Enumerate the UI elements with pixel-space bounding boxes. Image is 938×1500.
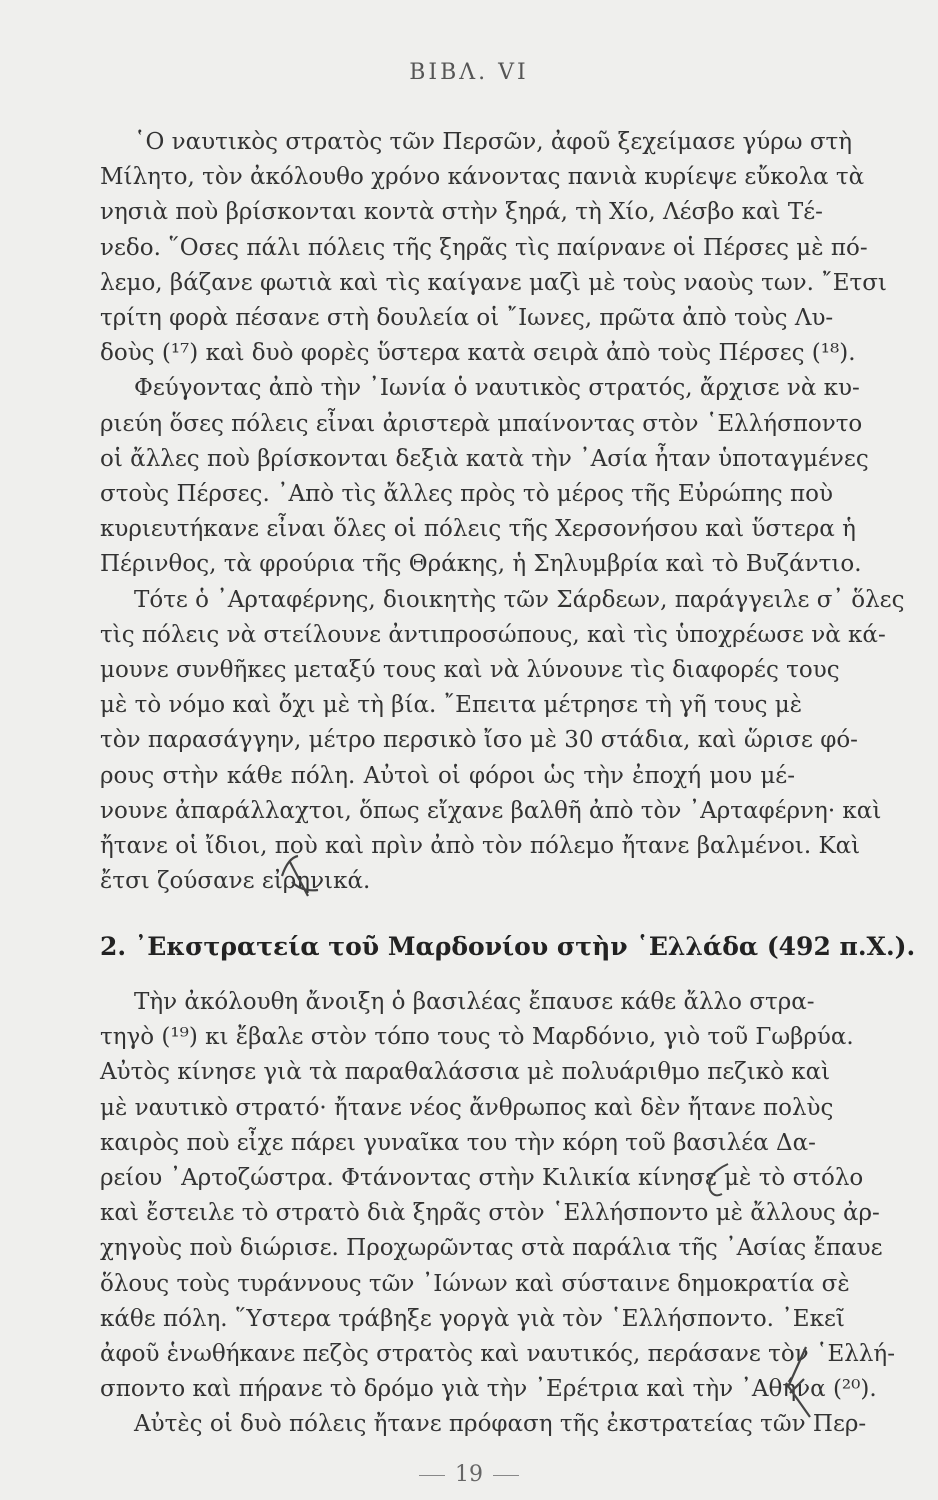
text-line: ὅλους τοὺς τυράννους τῶν ᾿Ιώνων καὶ σύσταινε δημοκρατία σὲ bbox=[100, 1270, 850, 1297]
text-line: νησιὰ ποὺ βρίσκονται κοντὰ στὴν ξηρά, τὴ Χίο, Λέσβο καὶ Τέ- bbox=[100, 199, 823, 226]
footer-dash-right bbox=[493, 1475, 519, 1476]
text-line: ἔτσι ζούσανε εἰρηνικά. bbox=[100, 868, 371, 895]
text-line: νουνε ἀπαράλλαχτοι, ὅπως εἴχανε βαλθῆ ἀπὸ τὸν ᾿Αρταφέρνη· καὶ bbox=[100, 797, 882, 824]
text-line: Πέρινθος, τὰ φρούρια τῆς Θράκης, ἡ Σηλυμβρία καὶ τὸ Βυζάντιο. bbox=[100, 551, 862, 578]
text-line: ρους στὴν κάθε πόλη. Αὐτοὶ οἱ φόροι ὡς τὴν ἐποχή μου μέ- bbox=[100, 762, 795, 789]
paragraph-2 bbox=[100, 371, 869, 582]
paragraph-4 bbox=[100, 985, 895, 1407]
handwritten-mark bbox=[278, 852, 324, 902]
text-line: καὶ ἔστειλε τὸ στρατὸ διὰ ξηρᾶς στὸν ῾Ελλήσποντο μὲ ἄλλους ἀρ- bbox=[100, 1200, 880, 1227]
text-line: τηγὸ (¹⁹) κι ἔβαλε στὸν τόπο τους τὸ Μαρδόνιο, γιὸ τοῦ Γωβρύα. bbox=[100, 1024, 854, 1051]
paragraph-5 bbox=[100, 1407, 867, 1442]
text-line: Φεύγοντας ἀπὸ τὴν ᾿Ιωνία ὁ ναυτικὸς στρατός, ἄρχισε νὰ κυ- bbox=[134, 375, 860, 402]
text-line: στοὺς Πέρσες. ᾿Απὸ τὶς ἄλλες πρὸς τὸ μέρος τῆς Εὐρώπης ποὺ bbox=[100, 481, 833, 508]
text-line: Τὴν ἀκόλουθη ἄνοιξη ὁ βασιλέας ἔπαυσε κάθε ἄλλο στρα- bbox=[134, 989, 815, 1015]
text-line: Αὐτὸς κίνησε γιὰ τὰ παραθαλάσσια μὲ πολυάριθμο πεζικὸ καὶ bbox=[100, 1059, 831, 1086]
text-line: μουνε συνθῆκες μεταξύ τους καὶ νὰ λύνουνε τὶς διαφορές τους bbox=[100, 657, 840, 684]
text-line: λεμο, βάζανε φωτιὰ καὶ τὶς καίγανε μαζὶ μὲ τοὺς ναοὺς των. ῎Ετσι bbox=[100, 269, 887, 296]
text-line: νεδο. ῞Οσες πάλι πόλεις τῆς ξηρᾶς τὶς παίρνανε οἱ Πέρσες μὲ πό- bbox=[100, 234, 868, 261]
text-line: Αὐτὲς οἱ δυὸ πόλεις ἤτανε πρόφαση τῆς ἐκστρατείας τῶν Περ- bbox=[134, 1411, 867, 1438]
text-line: τρίτη φορὰ πέσανε στὴ δουλεία οἱ ῎Ιωνες, πρῶτα ἀπὸ τοὺς Λυ- bbox=[100, 305, 834, 332]
text-line: Μίλητο, τὸν ἀκόλουθο χρόνο κάνοντας πανιὰ κυρίεψε εὔκολα τὰ bbox=[100, 164, 865, 191]
text-line: Τότε ὁ ᾿Αρταφέρνης, διοικητὴς τῶν Σάρδεων, παράγγειλε σ᾿ ὅλες bbox=[134, 586, 905, 613]
page-footer bbox=[0, 1462, 938, 1487]
text-line: σποντο καὶ πήρανε τὸ δρόμο γιὰ τὴν ᾿Ερέτρια καὶ τὴν ᾿Αθήνα (²⁰). bbox=[100, 1376, 877, 1403]
text-line: ριεύη ὅσες πόλεις εἶναι ἀριστερὰ μπαίνοντας στὸν ῾Ελλήσποντο bbox=[100, 410, 863, 437]
main-text-block bbox=[100, 125, 905, 899]
text-line: καιρὸς ποὺ εἶχε πάρει γυναῖκα του τὴν κόρη τοῦ βασιλέα Δα- bbox=[100, 1129, 816, 1156]
text-line: δοὺς (¹⁷) καὶ δυὸ φορὲς ὕστερα κατὰ σειρὰ ἀπὸ τοὺς Πέρσες (¹⁸). bbox=[100, 340, 856, 367]
text-line: ῾Ο ναυτικὸς στρατὸς τῶν Περσῶν, ἀφοῦ ξεχείμασε γύρω στὴ bbox=[134, 129, 853, 155]
text-line: τὶς πόλεις νὰ στείλουνε ἀντιπροσώπους, καὶ τὶς ὑποχρέωσε νὰ κά- bbox=[100, 621, 886, 648]
text-line: τὸν παρασάγγην, μέτρο περσικὸ ἴσο μὲ 30 στάδια, καὶ ὥρισε φό- bbox=[100, 727, 858, 754]
text-line: μὲ ναυτικὸ στρατό· ἤτανε νέος ἄνθρωπος καὶ δὲν ἤτανε πολὺς bbox=[100, 1094, 834, 1121]
handwritten-mark bbox=[702, 1160, 732, 1200]
text-line: οἱ ἄλλες ποὺ βρίσκονται δεξιὰ κατὰ τὴν ᾿Ασία ἦταν ὑποταγμένες bbox=[100, 445, 869, 472]
paragraph-3 bbox=[100, 583, 905, 900]
text-line: ἀφοῦ ἑνωθήκανε πεζὸς στρατὸς καὶ ναυτικός, περάσανε τὸν ῾Ελλή- bbox=[100, 1341, 895, 1368]
text-line: χηγοὺς ποὺ διώρισε. Προχωρῶντας στὰ παράλια τῆς ᾿Ασίας ἔπαυε bbox=[100, 1235, 883, 1262]
section-heading: 2. ᾿Εκστρατεία τοῦ Μαρδονίου στὴν ῾Ελλάδα (492 π.Χ.). bbox=[100, 932, 916, 961]
page-number: 19 bbox=[455, 1462, 483, 1487]
text-line: ρείου ᾿Αρτοζώστρα. Φτάνοντας στὴν Κιλικία κίνησε μὲ τὸ στόλο bbox=[100, 1165, 864, 1192]
handwritten-mark bbox=[780, 1345, 814, 1425]
text-line: κυριευτήκανε εἶναι ὅλες οἱ πόλεις τῆς Χερσονήσου καὶ ὕστερα ἡ bbox=[100, 516, 856, 543]
text-line: ἤτανε οἱ ἴδιοι, ποὺ καὶ πρὶν ἀπὸ τὸν πόλεμο ἤτανε βαλμένοι. Καὶ bbox=[100, 833, 861, 860]
running-header: ΒΙΒΛ. VI bbox=[409, 60, 529, 85]
second-text-block bbox=[100, 985, 895, 1443]
text-line: μὲ τὸ νόμο καὶ ὄχι μὲ τὴ βία. ῎Επειτα μέτρησε τὴ γῆ τους μὲ bbox=[100, 692, 803, 719]
text-line: κάθε πόλη. ῞Υστερα τράβηξε γοργὰ γιὰ τὸν ῾Ελλήσποντο. ᾿Εκεῖ bbox=[100, 1305, 845, 1332]
footer-dash-left bbox=[419, 1475, 445, 1476]
paragraph-1 bbox=[100, 125, 887, 371]
